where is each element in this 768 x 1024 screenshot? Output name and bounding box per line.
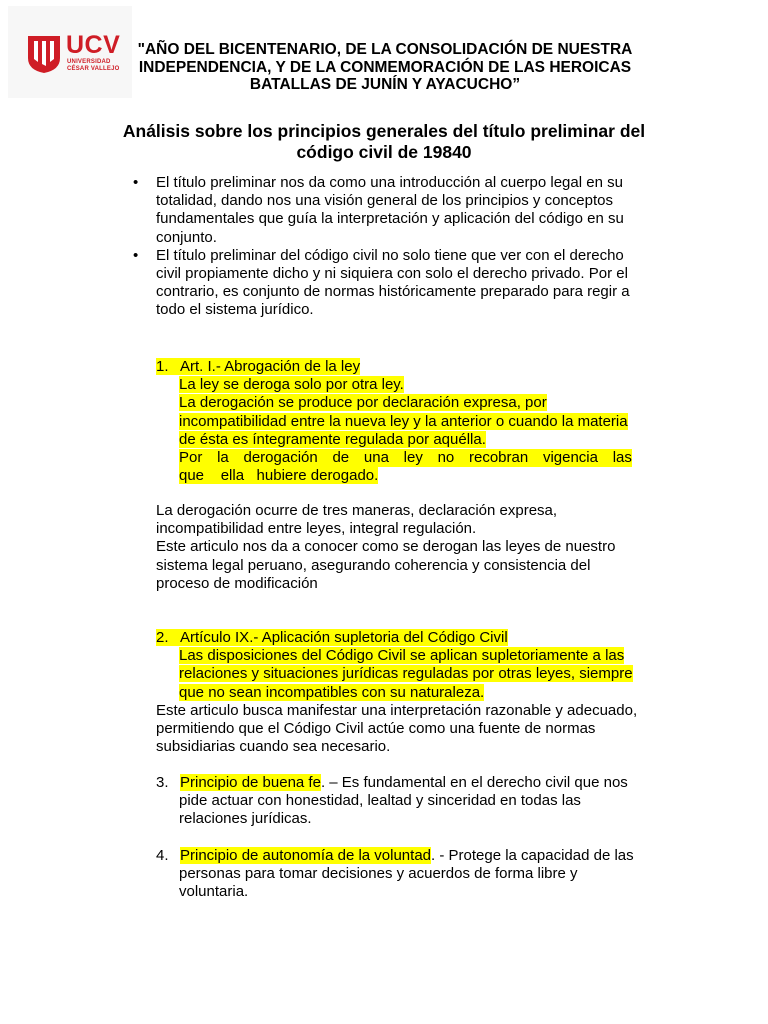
article-2-text: Las disposiciones del Código Civil se aplican supletoriamente a las relaciones y situaciones jurídicas reguladas por otras leyes, siempre que no sean incompatibles con su naturaleza. bbox=[179, 647, 633, 701]
article-1-commentary: La derogación ocurre de tres maneras, declaración expresa, incompatibilidad entre leyes, integral regulación. Este articulo nos da a conocer como se derogan las leyes de nuestro sistema legal peruano, asegurando coherencia y consistencia del proceso de modificación bbox=[156, 502, 616, 592]
document-title: Análisis sobre los principios generales del título preliminar del código civil de 19840 bbox=[122, 121, 646, 162]
principle-4-section: 4. Principio de autonomía de la voluntad. - Protege la capacidad de las personas para tomar decisiones y acuerdos de forma libre y voluntaria. bbox=[156, 847, 634, 901]
principle-3-heading: Principio de buena fe bbox=[180, 774, 321, 791]
logo-acronym: UCV bbox=[66, 31, 121, 59]
header-motto: "AÑO DEL BICENTENARIO, DE LA CONSOLIDACIÓN DE NUESTRA INDEPENDENCIA, Y DE LA CONMEMORACIÓN DE LAS HEROICAS BATALLAS DE JUNÍN Y AYACUCHO” bbox=[137, 41, 633, 93]
ucv-emblem-icon bbox=[26, 32, 62, 74]
bullet-icon: • bbox=[133, 174, 139, 191]
intro-bullet-list bbox=[133, 174, 653, 320]
article-1-last-line: que ella hubiere derogado. bbox=[179, 467, 379, 485]
article-2-section bbox=[156, 629, 656, 756]
logo-university-name: UNIVERSIDAD CÉSAR VALLEJO bbox=[67, 59, 120, 72]
article-2-heading: 2. Artículo IX.- Aplicación supletoria del Código Civil bbox=[156, 629, 508, 646]
university-logo bbox=[8, 6, 132, 98]
list-item: • El título preliminar nos da como una introducción al cuerpo legal en su totalidad, dando nos una visión general de los principios y conceptos fundamentales que guía la interpretación y aplicación del código en su conjunto. bbox=[133, 174, 624, 246]
article-1-justified-line: Por la derogación de una ley no recobran vigencia las bbox=[179, 449, 632, 467]
bullet-icon: • bbox=[133, 246, 139, 264]
article-1-text: La ley se deroga solo por otra ley. La derogación se produce por declaración expresa, por incompatibilidad entre la nueva ley y la anterior o cuando la materia de ésta es íntegramente regulada por aquélla. Por la derogación de una ley no recobran vigencia las que ella hubiere derogado. bbox=[179, 376, 632, 485]
principle-3-section: 3. Principio de buena fe. – Es fundamental en el derecho civil que nos pide actuar con honestidad, lealtad y sinceridad en todas las relaciones jurídicas. bbox=[156, 774, 628, 828]
principle-4-heading: Principio de autonomía de la voluntad bbox=[180, 847, 432, 864]
article-1-heading: 1. Art. I.- Abrogación de la ley bbox=[156, 358, 361, 375]
article-2-commentary: Este articulo busca manifestar una interpretación razonable y adecuado, permitiendo que el Código Civil actúe como una fuente de normas subsidiarias cuando sea necesario. bbox=[156, 701, 638, 756]
article-1-section bbox=[156, 358, 656, 485]
list-item: • El título preliminar del código civil no solo tiene que ver con el derecho civil propiamente dicho y ni siquiera con solo el derecho privado. Por el contrario, es conjunto de normas históricamente preparado para regir a todo el sistema jurídico. bbox=[133, 246, 630, 319]
